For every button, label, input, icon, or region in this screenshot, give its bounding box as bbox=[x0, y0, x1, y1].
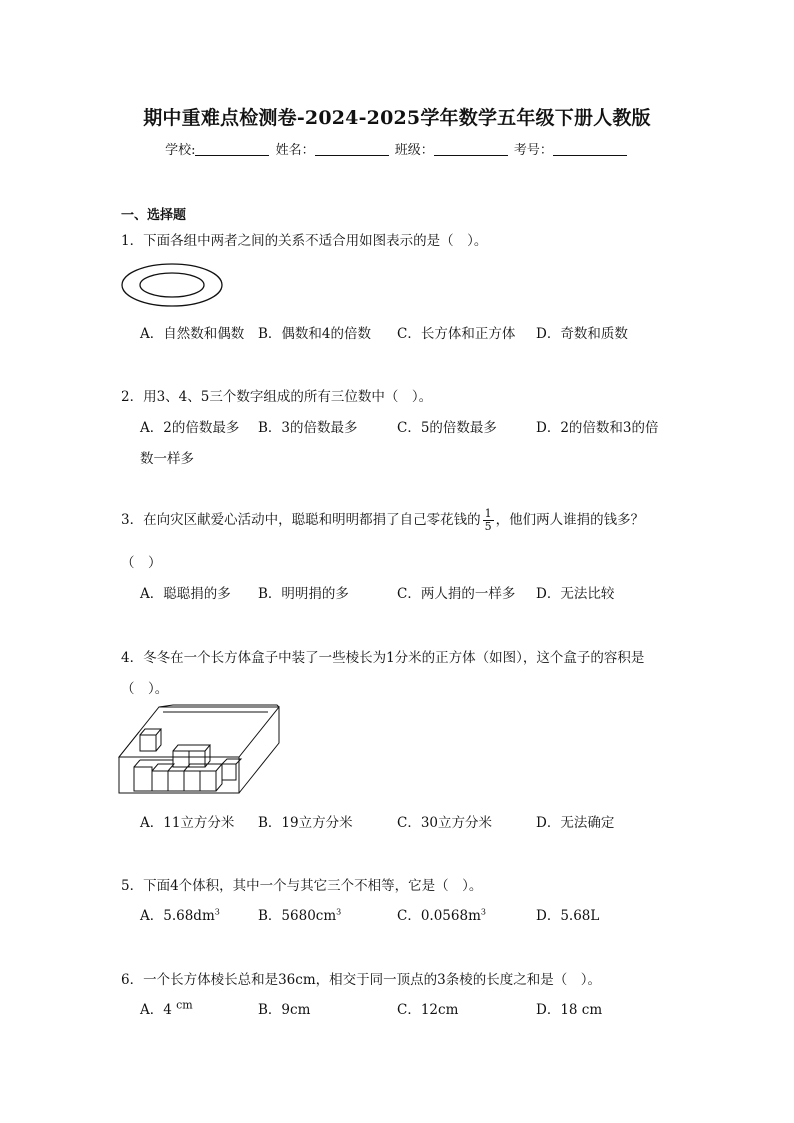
cube-top bbox=[140, 729, 161, 735]
question-3-option-b[interactable]: B．明明捐的多 bbox=[258, 586, 349, 602]
inner-ellipse bbox=[140, 273, 204, 297]
question-5-option-b[interactable] bbox=[258, 904, 341, 924]
class-blank[interactable] bbox=[434, 143, 508, 156]
fraction-one-fifth bbox=[483, 508, 494, 533]
section-heading: 一、选择题 bbox=[121, 208, 187, 223]
question-3-option-c[interactable]: C．两人捐的一样多 bbox=[397, 586, 516, 602]
question-5-option-c[interactable] bbox=[397, 904, 486, 924]
cube bbox=[189, 751, 205, 767]
cube bbox=[222, 764, 236, 780]
question-3-stem-before: 3．在向灾区献爱心活动中，聪聪和明明都捐了自己零花钱的 bbox=[121, 512, 481, 528]
class-label: 班级： bbox=[394, 143, 434, 158]
student-info-line bbox=[0, 139, 794, 158]
question-2-option-d-continuation: 数一样多 bbox=[140, 451, 194, 467]
box-with-cubes-diagram bbox=[118, 704, 282, 796]
question-5-option-c-text: C．0.0568m bbox=[397, 908, 481, 924]
question-2-stem: 2．用3、4、5三个数字组成的所有三位数中（ ）。 bbox=[121, 389, 433, 405]
question-4-option-a[interactable]: A．11立方分米 bbox=[140, 815, 235, 831]
question-6-option-a-unit: cm bbox=[176, 998, 193, 1012]
question-1-option-c[interactable]: C．长方体和正方体 bbox=[397, 326, 516, 342]
box-front-face bbox=[119, 757, 239, 793]
question-2-option-c[interactable]: C．5的倍数最多 bbox=[397, 420, 497, 436]
cube bbox=[168, 771, 184, 791]
question-2-option-a[interactable]: A．2的倍数最多 bbox=[140, 420, 240, 436]
question-1-option-b[interactable]: B．偶数和4的倍数 bbox=[258, 326, 372, 342]
question-1-option-a[interactable]: A．自然数和偶数 bbox=[140, 326, 245, 342]
question-6-option-b[interactable]: B．9cm bbox=[258, 1002, 311, 1018]
number-label: 考号： bbox=[513, 143, 553, 158]
cube bbox=[184, 771, 200, 791]
question-5-stem: 5．下面4个体积，其中一个与其它三个不相等，它是（ ）。 bbox=[121, 878, 483, 894]
question-2-option-b[interactable]: B．3的倍数最多 bbox=[258, 420, 358, 436]
question-5-option-d[interactable]: D．5.68L bbox=[536, 908, 600, 924]
cubic-superscript: 3 bbox=[480, 907, 486, 917]
question-4-stem-line2: （ ）。 bbox=[121, 681, 169, 697]
name-label: 姓名： bbox=[275, 143, 315, 158]
name-blank[interactable] bbox=[315, 143, 389, 156]
cube bbox=[140, 735, 156, 751]
question-3-stem-after: ，他们两人谁捐的钱多？ bbox=[495, 512, 645, 528]
nested-ellipses-diagram bbox=[120, 262, 224, 308]
question-6-stem: 6．一个长方体棱长总和是36cm，相交于同一顶点的3条棱的长度之和是（ ）。 bbox=[121, 972, 601, 988]
cubic-superscript: 3 bbox=[214, 907, 220, 917]
question-3-option-d[interactable]: D．无法比较 bbox=[536, 586, 615, 602]
school-blank[interactable] bbox=[195, 143, 269, 156]
school-label: 学校: bbox=[165, 143, 196, 158]
question-4-option-d[interactable]: D．无法确定 bbox=[536, 815, 615, 831]
fraction-numerator: 1 bbox=[484, 507, 492, 520]
question-5-option-b-text: B．5680cm bbox=[258, 908, 337, 924]
question-6-option-a[interactable] bbox=[140, 998, 193, 1018]
cube bbox=[152, 771, 168, 791]
cube-top bbox=[222, 759, 241, 764]
question-6-option-d[interactable]: D．18 cm bbox=[536, 1002, 603, 1018]
question-3-option-a[interactable]: A．聪聪捐的多 bbox=[140, 586, 231, 602]
question-3-stem bbox=[121, 508, 644, 533]
outer-ellipse bbox=[122, 264, 222, 306]
number-blank[interactable] bbox=[553, 143, 627, 156]
cubic-superscript: 3 bbox=[336, 907, 342, 917]
question-3-stem-line2: （ ） bbox=[121, 555, 162, 571]
question-6-option-a-text: A．4 bbox=[140, 1002, 172, 1018]
cube bbox=[173, 751, 189, 767]
question-4-stem: 4．冬冬在一个长方体盒子中装了一些棱长为1分米的正方体（如图），这个盒子的容积是 bbox=[121, 650, 645, 666]
question-5-option-a-text: A．5.68dm bbox=[140, 908, 215, 924]
question-1-option-d[interactable]: D．奇数和质数 bbox=[536, 326, 628, 342]
fraction-denominator: 5 bbox=[484, 520, 492, 533]
question-6-option-c[interactable]: C．12cm bbox=[397, 1002, 459, 1018]
question-2-option-d[interactable]: D．2的倍数和3的倍 bbox=[536, 420, 659, 436]
question-1-stem: 1．下面各组中两者之间的关系不适合用如图表示的是（ ）。 bbox=[121, 233, 488, 249]
question-4-option-b[interactable]: B．19立方分米 bbox=[258, 815, 353, 831]
page-title: 期中重难点检测卷-2024-2025学年数学五年级下册人教版 bbox=[143, 107, 651, 129]
cube-top bbox=[173, 745, 210, 751]
question-4-option-c[interactable]: C．30立方分米 bbox=[397, 815, 493, 831]
cube bbox=[134, 767, 152, 791]
box-inner-edge bbox=[134, 760, 140, 767]
box-inner-edge bbox=[119, 732, 139, 757]
cube-top bbox=[152, 764, 174, 771]
question-5-option-a[interactable] bbox=[140, 904, 220, 924]
cube bbox=[200, 771, 216, 791]
